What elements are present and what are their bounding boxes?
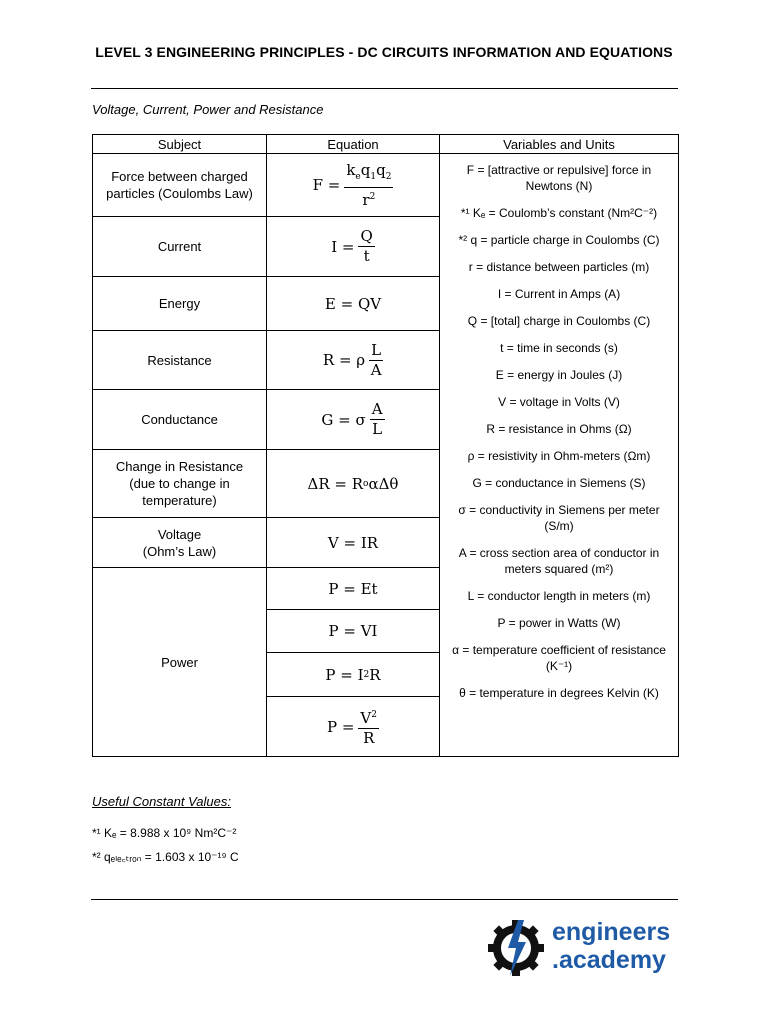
subject-resistance: Resistance [93,331,267,390]
logo-text-engineers: engineers [552,918,671,946]
equation-current: I = $\frac{Q}{t}$ [267,217,440,277]
subject-power: Power [93,568,267,757]
equation-power-i2r: P = I 2 R [267,653,440,697]
equation-energy: E = QV [267,277,440,331]
engineers-academy-logo [484,914,684,980]
header-variables: Variables and Units [440,135,679,154]
variables-cell: F = [attractive or repulsive] force in Newtons (N) *¹ Kₑ = Coulomb’s constant (Nm²C⁻²) *² q = particle charge in Coulombs (C) r = distance between particles (m) I = Current in Amps (A) Q = [total] charge in Coulombs (C) t = time in seconds (s) E = energy in Joules (J) V = voltage in Volts (V) R = resistance in Ohms (Ω) ρ = resistivity in Ohm-meters (Ωm) G = conductance in Siemens (S) σ = conductivity in Siemens per meter (S/m) A = cross section area of conductor in meters squared (m²) L = conductor length in meters (m) P = power in Watts (W) α = temperature coefficient of resistance (K⁻¹) θ = temperature in degrees Kelvin (K) [440,154,679,757]
constant-ke: *¹ Kₑ = 8.988 x 10⁹ Nm²C⁻² [92,826,237,840]
subject-force: Force between charged particles (Coulombs Law) [93,154,267,217]
subject-voltage: Voltage (Ohm’s Law) [93,518,267,568]
equation-conductance: G = σ $\frac{A}{L}$ [267,390,440,450]
footer-rule [91,899,678,900]
equation-ohms-law: V = IR [267,518,440,568]
equation-power-et: P = Et [267,568,440,610]
constant-q-electron: *² qₑₗₑ꜀ₜᵣₒₙ = 1.603 x 10⁻¹⁹ C [92,850,239,864]
equation-power-vi: P = VI [267,610,440,653]
table-header-row [93,135,679,154]
page-title: LEVEL 3 ENGINEERING PRINCIPLES - DC CIRCUITS INFORMATION AND EQUATIONS [95,44,673,60]
equation-change-resistance: ΔR = R o αΔθ [267,450,440,518]
subject-energy: Energy [93,277,267,331]
table-row [93,154,679,217]
subject-current: Current [93,217,267,277]
header-rule [91,88,678,89]
constants-title: Useful Constant Values: [92,794,231,809]
header-subject: Subject [93,135,267,154]
logo-text-academy: .academy [552,946,666,974]
equations-table [92,134,679,757]
subject-conductance: Conductance [93,390,267,450]
section-title: Voltage, Current, Power and Resistance [92,102,324,117]
equation-resistance: R = ρ $\frac{L}{A}$ [267,331,440,390]
header-equation: Equation [267,135,440,154]
equation-coulomb: F = $\frac{k_eq_1q_2}{r^2}$ [267,154,440,217]
equation-power-v2r: P = $\frac{V^2}{R}$ [267,697,440,757]
gear-lightning-icon [484,916,548,980]
subject-change-resistance: Change in Resistance (due to change in temperature) [93,450,267,518]
